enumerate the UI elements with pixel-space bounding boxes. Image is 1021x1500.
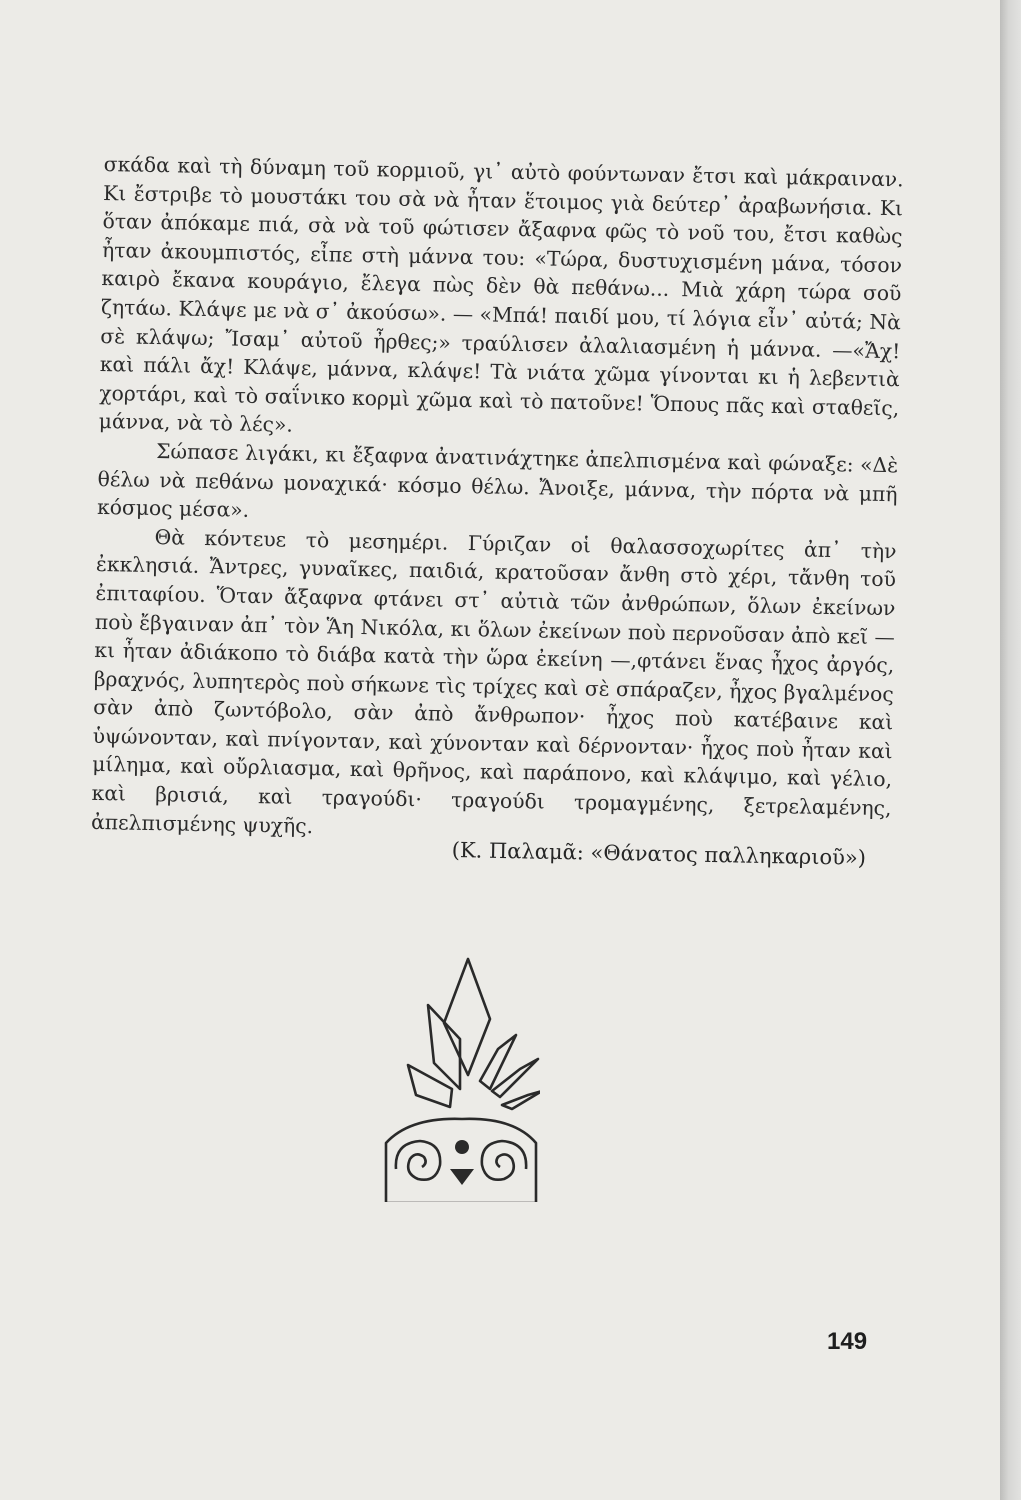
paragraph-1: σκάδα καὶ τὴ δύναμη τοῦ κορμιοῦ, γι᾿ αὐτὸ φούντωναν ἔτσι καὶ μάκραιναν. Κι ἔστριβε τὸ μουστάκι του σὰ νὰ ἦταν ἕτοιμος γιὰ δεύτερ᾿ ἀραβωνήσια. Κι ὅταν ἀπόκαμε πιά, σὰ νὰ τοῦ φώτισεν ἄξαφνα φῶς τὸ νοῦ του, ἔτσι καθὼς ἦταν ἀκουμπιστός, εἶπε στὴ μάννα του: «Τώρα, δυστυχισμένη μάνα, τόσον καιρὸ ἔκανα κουράγιο, ἔλεγα πὼς δὲν θὰ πεθάνω... Μιὰ χάρη τώρα σοῦ ζητάω. Κλάψε με νὰ σ᾿ ἀκούσω». — «Μπά! παιδί μου, τί λόγια εἶν᾿ αὐτά; Νὰ σὲ κλάψω; Ἴσαμ᾿ αὐτοῦ ἦρθες;» τραύλισεν ἀλαλιασμένη ἡ μάννα. —«Ἄχ! καὶ πάλι ἄχ! Κλάψε, μάννα, κλάψε! Τὰ νιάτα χῶμα γίνονται κι ἡ λεβεντιὰ χορτάρι, καὶ τὸ σαΐνικο κορμὶ χῶμα καὶ τὸ πατοῦνε! Ὅπους πᾶς καὶ σταθεῖς, μάννα, νὰ τὸ λές». [98, 151, 904, 438]
page-edge [1000, 0, 1021, 1500]
paragraph-2: Σώπασε λιγάκι, κι ἔξαφνα ἀνατινάχτηκε ἀπελπισμένα καὶ φώναξε: «Δὲ θέλω νὰ πεθάνω μοναχικά· κόσμο θέλω. Ἄνοιξε, μάννα, τὴν πόρτα νὰ μπῆ κόσμος μέσα». [96, 438, 899, 522]
anthemion-ornament-icon [380, 957, 540, 1202]
page-number: 149 [827, 1328, 868, 1355]
paragraph-3: Θὰ κόντευε τὸ μεσημέρι. Γύριζαν οἱ θαλασσοχωρίτες ἀπ᾿ τὴν ἐκκλησιά. Ἄντρες, γυναῖκες, παιδιά, κρατοῦσαν ἄνθη στὸ χέρι, τἄνθη τοῦ ἐπιταφίου. Ὅταν ἄξαφνα φτάνει στ᾿ αὐτιὰ τῶν ἀνθρώπων, ὅλων ἐκείνων ποὺ ἔβγαιναν ἀπ᾿ τὸν Ἅη Νικόλα, κι ὅλων ἐκείνων ποὺ περνοῦσαν ἀπὸ κεῖ — κι ἦταν ἀδιάκοπο τὸ διάβα κατὰ τὴν ὥρα ἐκείνη —,φτάνει ἕνας ἦχος ἀργός, βραχνός, λυπητερὸς ποὺ σήκωνε τὶς τρίχες καὶ σὲ σπάραζεν, ἦχος βγαλμένος σὰν ἀπὸ ζωντόβολο, σὰν ἀπὸ ἄνθρωπον· ἦχος ποὺ κατέβαινε καὶ ὑψώνονταν, καὶ πνίγονταν, καὶ χύνονταν καὶ δέρνονταν· ἦχος ποὺ ἦταν καὶ μίλημα, καὶ οὔρλιασμα, καὶ θρῆνος, καὶ παράπονο, καὶ κλάψιμο, καὶ γέλιο, καὶ βρισιά, καὶ τραγούδι· τραγούδι τρομαγμένης, ξετρελαμένης, ἀπελπισμένης ψυχῆς. [90, 524, 897, 838]
body-text [91, 150, 904, 851]
attribution: (Κ. Παλαμᾶ: «Θάνατος παλληκαριοῦ») [451, 838, 867, 870]
